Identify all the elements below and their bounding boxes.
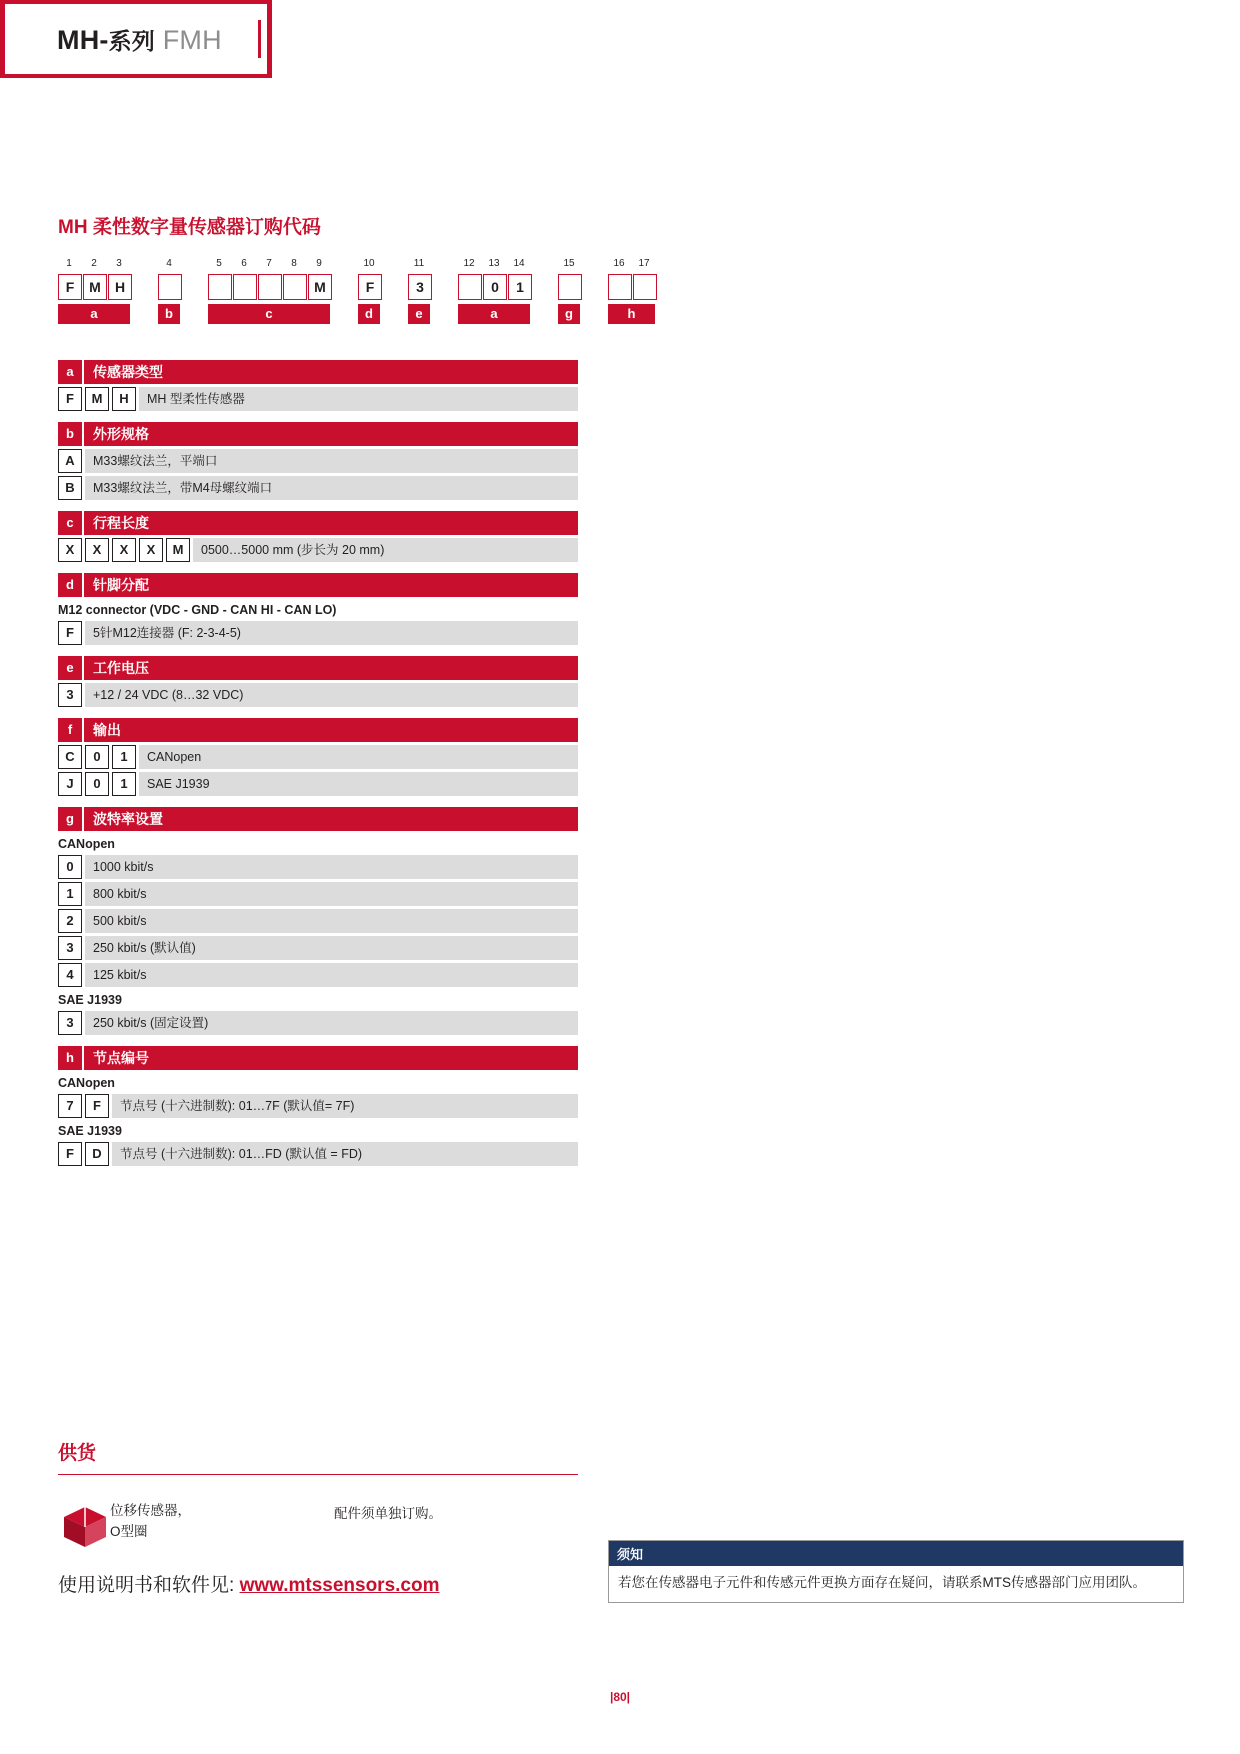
option-row bbox=[58, 963, 578, 987]
option-group-g bbox=[58, 807, 578, 1035]
option-keys bbox=[58, 1142, 112, 1166]
option-row bbox=[58, 449, 578, 473]
option-description: 250 kbit/s (固定设置) bbox=[85, 1011, 578, 1035]
code-index: 9 bbox=[316, 258, 322, 269]
code-letter-bar: a bbox=[458, 304, 530, 324]
code-index: 5 bbox=[216, 258, 222, 269]
header-divider bbox=[258, 20, 261, 58]
option-description: 0500…5000 mm (步长为 20 mm) bbox=[193, 538, 578, 562]
code-box bbox=[283, 274, 307, 300]
option-description: 125 kbit/s bbox=[85, 963, 578, 987]
option-key: 3 bbox=[58, 683, 82, 707]
option-group-header bbox=[58, 656, 578, 680]
option-keys bbox=[58, 963, 85, 987]
code-index: 2 bbox=[91, 258, 97, 269]
code-box bbox=[633, 274, 657, 300]
code-box bbox=[208, 274, 232, 300]
option-group-key: e bbox=[58, 656, 84, 680]
code-index: 13 bbox=[488, 258, 500, 269]
option-row bbox=[58, 909, 578, 933]
option-group-header bbox=[58, 573, 578, 597]
option-key: 3 bbox=[58, 936, 82, 960]
option-description: M33螺纹法兰，平端口 bbox=[85, 449, 578, 473]
code-letter-bar: g bbox=[558, 304, 580, 324]
option-keys bbox=[58, 882, 85, 906]
code-letter-bar: h bbox=[608, 304, 655, 324]
option-group-key: h bbox=[58, 1046, 84, 1070]
notice-box bbox=[608, 1540, 1184, 1603]
option-keys bbox=[58, 1011, 85, 1035]
code-index: 12 bbox=[463, 258, 475, 269]
option-group-title: 传感器类型 bbox=[93, 364, 163, 380]
option-key: C bbox=[58, 745, 82, 769]
option-group-key: b bbox=[58, 422, 84, 446]
code-letter-bar: d bbox=[358, 304, 380, 324]
option-keys bbox=[58, 855, 85, 879]
option-group-c bbox=[58, 511, 578, 562]
code-box bbox=[458, 274, 482, 300]
option-subheading: M12 connector (VDC - GND - CAN HI - CAN LO) bbox=[58, 603, 337, 617]
code-index: 8 bbox=[291, 258, 297, 269]
code-letter-bar: b bbox=[158, 304, 180, 324]
option-row bbox=[58, 538, 578, 562]
availability-note: 配件须单独订购。 bbox=[334, 1506, 442, 1521]
option-row bbox=[58, 882, 578, 906]
option-key: 0 bbox=[85, 772, 109, 796]
option-key: J bbox=[58, 772, 82, 796]
code-index: 15 bbox=[563, 258, 575, 269]
code-box: M bbox=[83, 274, 107, 300]
option-row bbox=[58, 683, 578, 707]
code-box: F bbox=[58, 274, 82, 300]
option-key: X bbox=[85, 538, 109, 562]
code-index: 11 bbox=[413, 258, 425, 269]
code-box bbox=[258, 274, 282, 300]
package-cube-icon bbox=[62, 1505, 108, 1549]
option-keys bbox=[58, 909, 85, 933]
code-index: 4 bbox=[166, 258, 172, 269]
option-key: M bbox=[166, 538, 190, 562]
availability-divider bbox=[58, 1474, 578, 1475]
code-box: 1 bbox=[508, 274, 532, 300]
option-group-header bbox=[58, 360, 578, 384]
code-box: H bbox=[108, 274, 132, 300]
option-key: F bbox=[58, 621, 82, 645]
option-description: 800 kbit/s bbox=[85, 882, 578, 906]
page-title bbox=[57, 23, 222, 56]
option-description: 节点号 (十六进制数): 01…7F (默认值= 7F) bbox=[112, 1094, 578, 1118]
option-row bbox=[58, 745, 578, 769]
option-group-a bbox=[58, 360, 578, 411]
option-key: F bbox=[85, 1094, 109, 1118]
option-row bbox=[58, 855, 578, 879]
code-index: 10 bbox=[363, 258, 375, 269]
option-subheading: SAE J1939 bbox=[58, 1124, 122, 1138]
code-box: F bbox=[358, 274, 382, 300]
option-group-title: 针脚分配 bbox=[93, 577, 149, 593]
option-key: M bbox=[85, 387, 109, 411]
option-key: 1 bbox=[58, 882, 82, 906]
code-letter-bar: e bbox=[408, 304, 430, 324]
code-letter-bar: c bbox=[208, 304, 330, 324]
header-title-box bbox=[5, 4, 267, 74]
option-group-title: 行程长度 bbox=[93, 515, 149, 531]
availability-title: 供货 bbox=[58, 1443, 97, 1464]
option-group-header bbox=[58, 422, 578, 446]
option-group-key: f bbox=[58, 718, 84, 742]
option-group-e bbox=[58, 656, 578, 707]
option-group-key: a bbox=[58, 360, 84, 384]
code-box: 0 bbox=[483, 274, 507, 300]
option-keys bbox=[58, 936, 85, 960]
option-key: 2 bbox=[58, 909, 82, 933]
option-description: M33螺纹法兰，带M4母螺纹端口 bbox=[85, 476, 578, 500]
option-group-b bbox=[58, 422, 578, 500]
option-key: 4 bbox=[58, 963, 82, 987]
option-row bbox=[58, 772, 578, 796]
option-group-key: d bbox=[58, 573, 84, 597]
option-description: 500 kbit/s bbox=[85, 909, 578, 933]
option-keys bbox=[58, 538, 193, 562]
option-row bbox=[58, 936, 578, 960]
option-key: A bbox=[58, 449, 82, 473]
option-description: SAE J1939 bbox=[139, 772, 578, 796]
option-key: 1 bbox=[112, 745, 136, 769]
code-index: 16 bbox=[613, 258, 625, 269]
option-key: 3 bbox=[58, 1011, 82, 1035]
title-series: 系列 bbox=[108, 27, 155, 54]
option-row bbox=[58, 387, 578, 411]
option-description: CANopen bbox=[139, 745, 578, 769]
option-keys bbox=[58, 1094, 112, 1118]
option-group-header bbox=[58, 1046, 578, 1070]
option-keys bbox=[58, 387, 139, 411]
option-group-title: 工作电压 bbox=[93, 660, 149, 676]
option-description: +12 / 24 VDC (8…32 VDC) bbox=[85, 683, 578, 707]
option-subheading: CANopen bbox=[58, 837, 115, 851]
option-description: 250 kbit/s (默认值) bbox=[85, 936, 578, 960]
code-index: 1 bbox=[66, 258, 72, 269]
option-group-title: 波特率设置 bbox=[93, 811, 163, 827]
option-key: D bbox=[85, 1142, 109, 1166]
code-index: 6 bbox=[241, 258, 247, 269]
option-key: X bbox=[112, 538, 136, 562]
code-box: M bbox=[308, 274, 332, 300]
option-keys bbox=[58, 621, 85, 645]
option-key: X bbox=[139, 538, 163, 562]
page-number: |80| bbox=[609, 1690, 631, 1704]
option-group-header bbox=[58, 718, 578, 742]
option-group-d bbox=[58, 573, 578, 645]
option-description: 节点号 (十六进制数): 01…FD (默认值 = FD) bbox=[112, 1142, 578, 1166]
option-description: 1000 kbit/s bbox=[85, 855, 578, 879]
option-row bbox=[58, 1142, 578, 1166]
option-keys bbox=[58, 476, 85, 500]
option-keys bbox=[58, 745, 139, 769]
option-keys bbox=[58, 449, 85, 473]
option-key: 7 bbox=[58, 1094, 82, 1118]
code-box bbox=[558, 274, 582, 300]
option-group-header bbox=[58, 511, 578, 535]
code-index: 17 bbox=[638, 258, 650, 269]
option-subheading: CANopen bbox=[58, 1076, 115, 1090]
availability-item-2: O型圈 bbox=[110, 1524, 148, 1539]
option-key: H bbox=[112, 387, 136, 411]
option-group-f bbox=[58, 718, 578, 796]
option-description: MH 型柔性传感器 bbox=[139, 387, 578, 411]
option-group-key: c bbox=[58, 511, 84, 535]
manual-line bbox=[58, 1570, 439, 1597]
option-row bbox=[58, 621, 578, 645]
option-key: X bbox=[58, 538, 82, 562]
option-key: 0 bbox=[85, 745, 109, 769]
option-group-title: 输出 bbox=[93, 722, 121, 738]
notice-heading: 须知 bbox=[609, 1541, 1183, 1566]
availability-items bbox=[110, 1500, 191, 1542]
option-key: 0 bbox=[58, 855, 82, 879]
code-index: 14 bbox=[513, 258, 525, 269]
code-index: 3 bbox=[116, 258, 122, 269]
option-group-title: 节点编号 bbox=[93, 1050, 149, 1066]
option-key: F bbox=[58, 387, 82, 411]
option-key: B bbox=[58, 476, 82, 500]
option-row bbox=[58, 476, 578, 500]
option-group-h bbox=[58, 1046, 578, 1166]
option-keys bbox=[58, 683, 85, 707]
title-family: FMH bbox=[162, 24, 222, 55]
mtssensors-link[interactable]: www.mtssensors.com bbox=[239, 1575, 440, 1596]
code-box bbox=[233, 274, 257, 300]
option-groups bbox=[58, 360, 578, 1177]
code-letter-bar: a bbox=[58, 304, 130, 324]
notice-body: 若您在传感器电子元件和传感元件更换方面存在疑问，请联系MTS传感器部门应用团队。 bbox=[618, 1575, 1146, 1590]
option-group-header bbox=[58, 807, 578, 831]
option-group-key: g bbox=[58, 807, 84, 831]
code-box bbox=[608, 274, 632, 300]
code-box: 3 bbox=[408, 274, 432, 300]
code-index: 7 bbox=[266, 258, 272, 269]
option-keys bbox=[58, 772, 139, 796]
manual-label: 使用说明书和软件见: bbox=[58, 1575, 235, 1596]
option-key: F bbox=[58, 1142, 82, 1166]
option-row bbox=[58, 1011, 578, 1035]
code-box bbox=[158, 274, 182, 300]
option-subheading: SAE J1939 bbox=[58, 993, 122, 1007]
order-code-title: MH 柔性数字量传感器订购代码 bbox=[58, 217, 321, 238]
option-key: 1 bbox=[112, 772, 136, 796]
option-group-title: 外形规格 bbox=[93, 426, 149, 442]
availability-item-1: 位移传感器， bbox=[110, 1503, 191, 1518]
title-model: MH- bbox=[57, 24, 109, 55]
option-row bbox=[58, 1094, 578, 1118]
option-description: 5针M12连接器 (F: 2-3-4-5) bbox=[85, 621, 578, 645]
